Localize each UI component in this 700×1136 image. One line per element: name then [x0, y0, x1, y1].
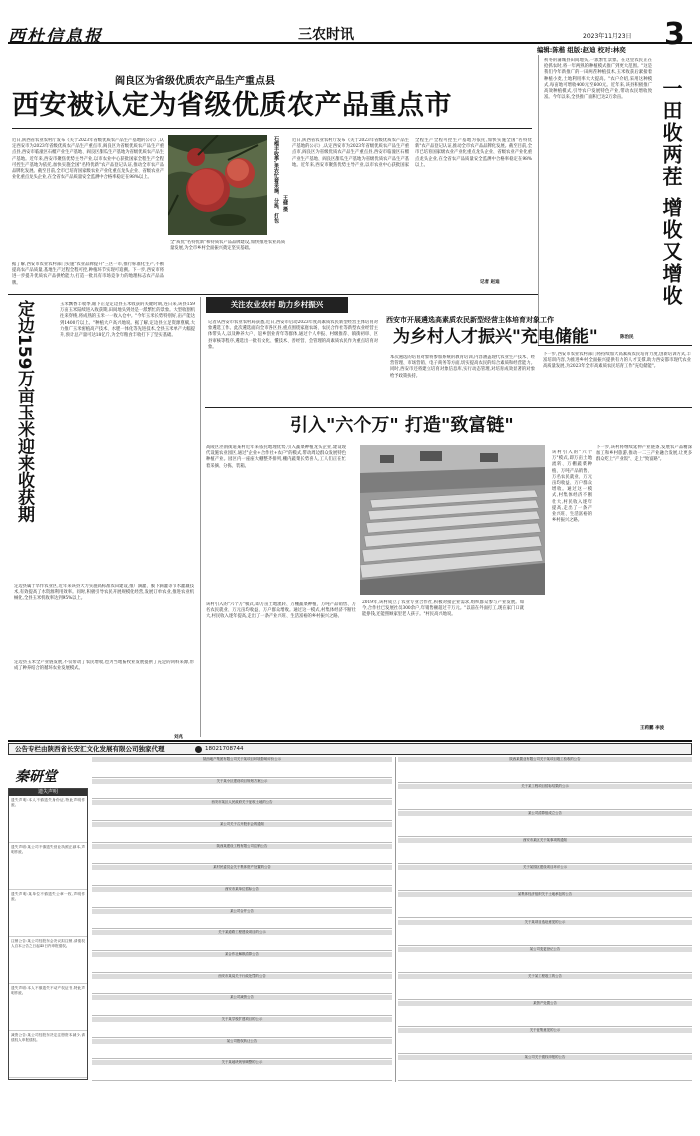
- ad-left-item: 遗失声明:某公司不慎遗失营业执照正副本,声明作废。: [9, 843, 87, 890]
- col2-notice: [92, 1017, 392, 1038]
- lead-headline: 西安被认定为省级优质农产品重点市: [12, 90, 452, 121]
- lead-body-2: 据了解,西安市农业农村部门实施"农业品牌提升"三区一市,推行标准化生产,不断提高农产品质量,基地生产过程全程可控,种植环节实现可追溯。下一步,西安市将进一步提升优质农产品供给能力,打造一批具有市场竞争力的地理标志农产品品牌。: [12, 262, 164, 286]
- col3-notice-body: [398, 925, 692, 927]
- col3-notice-body: [398, 952, 692, 954]
- talent-body-2: 本次遴选的培育对象将参加系统的教育培训,内容涵盖现代农业生产技术、经营管理、市场营销、电子商务等方面,切实提高农民的综合素质和经营能力。同时,西安市还将建立培育对象信息库,实行动态管理,对培育成效显著的对象给予政策扶持。: [390, 355, 535, 379]
- talent-headline: 为乡村人才振兴"充电储能": [393, 327, 598, 347]
- lead-kicker: 阎良区为省级优质农产品生产重点县: [115, 76, 275, 87]
- talent-kicker: 西安市开展遴选高素质农民新型经营主体培育对象工作: [386, 316, 554, 324]
- col2-notice-title: 陕西某建设工程有限公司注销公告: [92, 844, 392, 849]
- col2-notice: [92, 1060, 392, 1081]
- right-body: 初冬的蒲城县田间地头,一派繁忙景象。在这里农民正在抢抓农时,将一年两熟的种植模式推广到更大范围。"这是我们今年新推广的一田两茬种植技术,玉米收获后紧接着种植小麦,土地利用率大大提高。"农户介绍,采用这种模式,每亩地可增收400元至600元。近年来,该县积极推广高效种植模式,引导农户发展特色产业,带动农民增收致富。今年以来,全县推广面积已达2万余亩。: [544, 58, 652, 101]
- editors-line: 编辑:陈楷 组版:赵迪 校对:林奕: [537, 46, 626, 54]
- ad-left-item: 遗失声明:本人不慎遗失不动产权证书,特此声明作废。: [9, 984, 87, 1031]
- issue-date: 2023年11月23日: [583, 33, 632, 40]
- talent-body-3: 下一步,西安市农业农村部门将持续加大高素质农民培育力度,创新培训方式,丰富培训内容,为推进乡村全面振兴提供有力的人才支撑,助力西安都市现代农业高质量发展,为2023年全市高素质农民培育工作"充电储能"。: [543, 352, 691, 370]
- col2-notice-title: 西安市某单位招标公告: [92, 887, 392, 892]
- page-number: 3: [664, 17, 685, 52]
- col2-notice-body: [92, 849, 392, 851]
- industry-headline: 引入"六个万" 打造"致富链": [290, 415, 514, 436]
- col3-notice-body: [398, 843, 692, 845]
- ad-left-list: [9, 796, 87, 1078]
- lead-body-cont: 近日,陕西省农业农村厅发布《关于2023年省级优质农产品生产基地的公示》,认定西安市为2023年省级优质农产品生产重点市,阎良区为省级优质农产品生产重点县,西安市临潼区石榴产业生产基地、阎良区甜瓜生产基地为省级优质农产品生产基地。近年来,西安市聚焦优势主导产业,以市农业中心获批国家全程生产全程可控生产基地为依托,加快实施全国"名特优新"农产品登记认证,推动全市农产品品牌化发展。截至目前,全市已培育国家级农业产业化重点龙头企业、省级农业产业化重点龙头企业,在全省农产品质量安全监测中合格率稳定在98%以上。: [292, 138, 532, 168]
- brand-logo: 秦研堂: [15, 769, 57, 785]
- col3-notice-title: 某资产处置公告: [398, 1001, 692, 1006]
- ad-left-item: 遗失声明:本人不慎遗失身份证,特此声明作废。: [9, 796, 87, 843]
- col3-notice-title: 某公司关于债权申报的公告: [398, 1055, 692, 1060]
- topic-banner: [206, 297, 348, 313]
- ad-column-2: [92, 757, 392, 1082]
- col2-notice: [92, 952, 392, 973]
- left-body-3: 定边县玉米全产业链发展,不仅带动了农民增收,也为当地畜牧业发展提供了充足的饲料来源,形成了种养结合的循环农业发展模式。: [14, 660, 194, 672]
- col3-notice-title: 关于某工程竣工的公告: [398, 974, 692, 979]
- col3-notice-body: [398, 816, 692, 818]
- col2-notice: [92, 844, 392, 865]
- ad-header-bar: [8, 743, 692, 755]
- col2-notice-body: [92, 1065, 392, 1067]
- col3-notice: [398, 784, 692, 810]
- col3-notice: [398, 1001, 692, 1027]
- col3-notice-body: [398, 789, 692, 791]
- masthead-rule: [8, 42, 692, 44]
- col3-notice: [398, 1055, 692, 1081]
- col2-notice-body: [92, 957, 392, 959]
- ad-left-item: 减资公告:某公司经股东决定注册资本减少,请债权人申报债权。: [9, 1031, 87, 1078]
- ad-column-3: [398, 757, 692, 1082]
- industry-body-4: 下一步,该村将继续延伸产业链条,发展农产品精深加工和乡村旅游,推动一二三产业融合发展,让更多群众吃上"产业饭"、走上"致富路"。: [596, 445, 692, 463]
- col3-notice-title: 关于某项目选址意见的公示: [398, 920, 692, 925]
- col2-notice: [92, 974, 392, 995]
- col2-notice-title: 西安市某区人民政府关于征收土地的公告: [92, 800, 392, 805]
- col2-notice: [92, 865, 392, 886]
- col2-notice-body: [92, 762, 392, 764]
- col3-notice: [398, 947, 692, 973]
- col2-notice: [92, 887, 392, 908]
- col2-notice-title: 关于某小区建设项目规划方案公示: [92, 779, 392, 784]
- ad-left-item: 注销公告:某公司经股东会决议拟注销,请债权人自本公告之日起45日内申报债权。: [9, 937, 87, 984]
- left-body: 玉米飘香丰收季,眼下正是定边县玉米收获的关键时期,连日来,该县159万亩玉米陆续进入收获期,田间地头到处是一派繁忙的景象。大型收割机往来穿梭,将成熟的玉米一一收入仓中。"今年玉米长势特别好,亩产能达到1400斤以上。"种植大户高兴地说。据了解,定边县立足资源禀赋,大力推广玉米密植高产技术、水肥一体化等先进技术,全县玉米单产大幅提升,预计总产量可达18亿斤,为全年粮食丰收打下了坚实基础。: [60, 302, 195, 339]
- col2-notice: [92, 757, 392, 778]
- col2-notice-title: 关于某地块规划调整的公示: [92, 1060, 392, 1065]
- talent-body: 记者从西安市农业农村局获悉,近日,西安市启动2023年度高素质农民新型经营主体培育对象遴选工作。此次遴选面向全市各区县,重点围绕家庭农场、农民合作社等新型农业经营主体带头人,以及种养大户、返乡创业青年等群体,通过个人申报、村级推荐、镇街初审、区县审核等程序,遴选出一批有文化、懂技术、善经营、会管理的高素质农民作为重点培育对象。: [208, 320, 378, 350]
- ad-left-header: 遗失声明: [9, 789, 87, 796]
- col3-notice: [398, 838, 692, 864]
- right-column-divider: [538, 55, 539, 345]
- col2-notice-body: [92, 827, 392, 829]
- greenhouse-photo: [360, 445, 545, 595]
- col3-notice-body: [398, 1060, 692, 1062]
- col3-notice-body: [398, 762, 692, 764]
- col2-notice: [92, 822, 392, 843]
- ad-header-text: 公告专栏由陕西省长安汇文化发展有限公司独家代理: [15, 745, 165, 753]
- col2-notice: [92, 779, 392, 800]
- photo-credit: 王健 摄: [282, 195, 288, 212]
- col2-notice-body: [92, 1000, 392, 1002]
- industry-body-5: 该村引入的"六个万"模式,即万亩土地流转、万棚蔬菜种植、万吨产品销售、万名农民就业、万元亩均收益、万户群众增收。通过这一模式,村集体经济不断壮大,村民收入逐年提高,走出了一条产业兴旺、生活富裕的乡村振兴之路。: [552, 450, 592, 524]
- col3-notice-body: [398, 979, 692, 981]
- left-body-2: 定边县属于旱作农业区,近年来该县大力实施高标准农田建设,推广滴灌、膜下滴灌等节水灌溉技术,有效提高了水资源利用效率。同时,积极引导农民开展规模化经营,发展订单农业,推进农业机械化,全县玉米机收率达到95%以上。: [14, 584, 194, 602]
- left-vertical-title: 定边159万亩玉米迎来收获期: [14, 300, 34, 523]
- lead-byline: 记者 赵迪: [480, 280, 500, 285]
- col2-notice-title: 关于某学校扩建项目的公示: [92, 1017, 392, 1022]
- col3-notice-title: 某公司变更登记公告: [398, 947, 692, 952]
- col3-notice-title: 陕西某置业有限公司关于某项目竣工验收的公告: [398, 757, 692, 762]
- col3-notice-body: [398, 870, 692, 872]
- col2-notice-body: [92, 805, 392, 807]
- col2-notice-title: 某公司合并公告: [92, 909, 392, 914]
- col3-notice: [398, 974, 692, 1000]
- col3-notice-body: [398, 897, 692, 899]
- pomegranate-photo: [168, 135, 267, 235]
- col2-notice-title: 陕西地产集团有限公司关于某项目环境影响评价公示: [92, 757, 392, 762]
- col2-notice-body: [92, 914, 392, 916]
- ad-left-box: [8, 788, 88, 1080]
- ad-divider-1: [395, 757, 396, 1082]
- left-divider: [200, 297, 201, 737]
- col3-notice-title: 关于某工程项目招标结果的公示: [398, 784, 692, 789]
- col2-notice-title: 西安市某局关于行政处罚的公告: [92, 974, 392, 979]
- col2-notice-title: 某合作社解散清算公告: [92, 952, 392, 957]
- col2-notice-body: [92, 1022, 392, 1024]
- col2-notice: [92, 1039, 392, 1060]
- ad-left-item: 遗失声明:某单位不慎遗失公章一枚,声明作废。: [9, 890, 87, 937]
- col2-notice-body: [92, 935, 392, 937]
- section-rule-1: [8, 294, 538, 295]
- col3-notice: [398, 865, 692, 891]
- col2-notice-title: 关于某道路工程建设项目的公示: [92, 930, 392, 935]
- ad-section-rule: [8, 740, 692, 742]
- industry-body-3: 2019年,该村成立了农业专业合作社,积极对接企业需求,组织群众参与产业发展。如今,合作社已发展社员300余户,年销售额超过千万元。"以前在外面打工,现在家门口就能挣钱,还能照顾家里老人孩子。"村民高兴地说。: [362, 600, 524, 618]
- left-byline: 刘兆: [174, 735, 183, 740]
- col3-notice-title: 关于某园区建设项目环评公示: [398, 865, 692, 870]
- col2-notice: [92, 995, 392, 1016]
- col2-notice-title: 某公司减资公告: [92, 995, 392, 1000]
- right-vertical-title: 一田收两茬 增收又增收: [659, 78, 683, 307]
- col2-notice-body: [92, 1044, 392, 1046]
- ad-phone: 18021708744: [205, 746, 244, 752]
- col3-notice-title: 某公司清算组成立公告: [398, 811, 692, 816]
- col2-notice-title: 某村民委员会关于集体资产处置的公告: [92, 865, 392, 870]
- col2-notice-body: [92, 979, 392, 981]
- right-byline: 陈治民: [620, 335, 634, 340]
- section-rule-2: [205, 407, 692, 408]
- section-title: 三农时讯: [298, 27, 354, 43]
- col3-notice-body: [398, 1033, 692, 1035]
- industry-byline: 王莉鹏 李波: [640, 726, 665, 731]
- col3-notice: [398, 1028, 692, 1054]
- industry-body-2: 该村引入的"六个万"模式,即万亩土地流转、万棚蔬菜种植、万吨产品销售、万名农民就业、万元亩均收益、万户群众增收。通过这一模式,村集体经济不断壮大,村民收入逐年提高,走出了一条产业兴旺、生活富裕的乡村振兴之路。: [206, 602, 356, 620]
- col3-notice-title: 某集体经济组织关于土地承包的公告: [398, 892, 692, 897]
- topic-banner-text: 关注农业农村 助力乡村振兴: [230, 300, 324, 309]
- col3-notice: [398, 920, 692, 946]
- col3-notice-title: 西安市某区关于某事项的通知: [398, 838, 692, 843]
- lead-body: 近日,陕西省农业农村厅发布《关于2023年省级优质农产品生产基地的公示》,认定西安市为2023年省级优质农产品生产重点市,阎良区为省级优质农产品生产重点县,西安市临潼区石榴产业生产基地、阎良区甜瓜生产基地为省级优质农产品生产基地。近年来,西安市聚焦优势主导产业,以市农业中心获批国家全程生产全程可控生产基地为依托,加快实施全国"名特优新"农产品登记认证,推动全市农产品品牌化发展。截至目前,全市已培育国家级农业产业化重点龙头企业、省级农业产业化重点龙头企业,在全省农产品质量安全监测中合格率稳定在98%以上。: [12, 138, 164, 181]
- phone-icon: [195, 746, 202, 753]
- lead-body-3: 全"质优"名特优新"和特质农产品品牌建设,加快推进农业高质量发展,为全市乡村全面振兴奠定坚实基础。: [170, 240, 285, 252]
- col2-notice: [92, 930, 392, 951]
- lead-rule: [12, 128, 532, 129]
- col2-notice: [92, 800, 392, 821]
- photo-caption: 石榴丰收季,果农忙着采摘、分拣、打包: [273, 136, 279, 223]
- col3-notice-body: [398, 1006, 692, 1008]
- col2-notice: [92, 909, 392, 930]
- col3-notice: [398, 892, 692, 918]
- col3-notice-title: 关于征集意见的公示: [398, 1028, 692, 1033]
- masthead-logo: 西杜信息报: [8, 27, 103, 47]
- col2-notice-body: [92, 870, 392, 872]
- col3-notice: [398, 811, 692, 837]
- col2-notice-title: 某公司关于召开股东会的通知: [92, 822, 392, 827]
- col2-notice-title: 某公司股权转让公告: [92, 1039, 392, 1044]
- industry-body: 高陵区泾渭街道某村近年来依托地理优势,引入蔬菜种植龙头企业,建设现代设施农业园区,通过"企业+合作社+农户"的模式,带动周边群众发展特色种植产业。园区内一座座大棚整齐排列,棚内蔬菜长势喜人,工人们正在忙着采摘、分拣、装箱。: [206, 445, 346, 469]
- col2-notice-body: [92, 892, 392, 894]
- col3-notice: [398, 757, 692, 783]
- col2-notice-body: [92, 784, 392, 786]
